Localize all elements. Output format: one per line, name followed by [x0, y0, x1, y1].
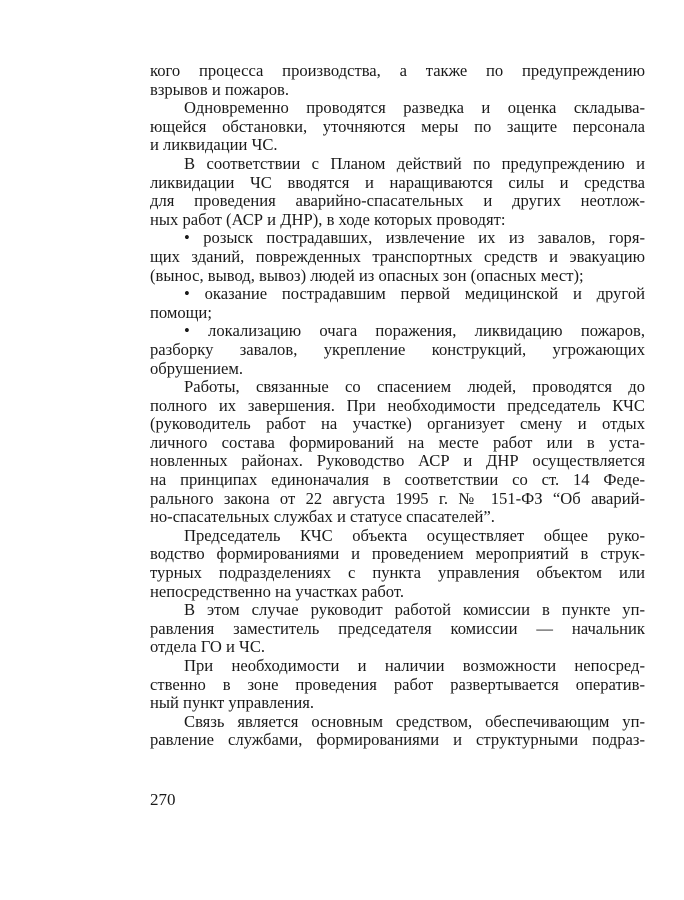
text-line: ликвидации ЧС вводятся и наращиваются силы и средства	[150, 172, 645, 192]
paragraph	[150, 713, 645, 750]
text-line: обрушением.	[150, 358, 244, 378]
text-line: помощи;	[150, 302, 212, 322]
text-line: отдела ГО и ЧС.	[150, 637, 266, 657]
text-line: Работы, связанные со спасением людей, проводятся до	[184, 377, 645, 397]
bullet-item	[150, 229, 645, 285]
text-line: турных подразделениях с пункта управления объектом или	[150, 563, 645, 583]
paragraph	[150, 99, 645, 155]
paragraph	[150, 378, 645, 527]
text-line: В этом случае руководит работой комиссии в пункте уп-	[184, 600, 645, 620]
text-line: но-спасательных службах и статусе спасателей”.	[150, 507, 495, 527]
text-line: новленных районах. Руководство АСР и ДНР осуществляется	[150, 451, 645, 471]
text-line: и ликвидации ЧС.	[150, 135, 278, 155]
paragraph	[150, 527, 645, 601]
bullet-item	[150, 285, 645, 322]
text-line: ственно в зоне проведения работ развертывается оператив-	[150, 674, 645, 694]
text-line: В соответствии с Планом действий по предупреждению и	[184, 153, 645, 173]
text-line: • локализацию очага поражения, ликвидацию пожаров,	[184, 321, 645, 341]
text-line: • оказание пострадавшим первой медицинской и другой	[184, 284, 645, 304]
text-line: взрывов и пожаров.	[150, 79, 290, 99]
text-line: Одновременно проводятся разведка и оценка складыва-	[184, 98, 645, 118]
paragraph	[150, 62, 645, 99]
text-line: (руководитель работ на участке) организует смену и отдых	[150, 414, 645, 434]
text-line: рального закона от 22 августа 1995 г. № 151-ФЗ “Об аварий-	[150, 488, 645, 508]
text-line: Председатель КЧС объекта осуществляет общее руко-	[184, 525, 645, 545]
text-line: щих зданий, поврежденных транспортных средств и эвакуацию	[150, 246, 645, 266]
text-line: При необходимости и наличии возможности непосред-	[184, 656, 645, 675]
text-line: непосредственно на участках работ.	[150, 581, 404, 601]
text-line: Связь является основным средством, обеспечивающим уп-	[184, 711, 645, 731]
text-line: ных работ (АСР и ДНР), в ходе которых проводят:	[150, 209, 506, 229]
text-line: полного их завершения. При необходимости председатель КЧС	[150, 395, 645, 415]
paragraph	[150, 657, 645, 713]
text-line: • розыск пострадавших, извлечение их из завалов, горя-	[184, 228, 645, 248]
text-line: водство формированиями и проведением мероприятий в струк-	[150, 544, 645, 564]
text-line: на принципах единоначалия в соответствии со ст. 14 Феде-	[150, 470, 645, 490]
paragraph	[150, 155, 645, 229]
bullet-item	[150, 322, 645, 378]
text-line: равления заместитель председателя комиссии — начальник	[150, 618, 645, 638]
body-text	[150, 62, 645, 750]
text-line: личного состава формирований на месте работ или в уста-	[150, 432, 645, 452]
text-line: ющейся обстановки, уточняются меры по защите персонала	[150, 116, 645, 136]
paragraph	[150, 601, 645, 657]
page-number: 270	[150, 790, 176, 809]
text-line: равление службами, формированиями и структурными подраз-	[150, 730, 645, 750]
text-line: кого процесса производства, а также по предупреждению	[150, 61, 645, 80]
text-line: для проведения аварийно-спасательных и других неотлож-	[150, 191, 645, 211]
text-line: ный пункт управления.	[150, 693, 315, 713]
text-line: разборку завалов, укрепление конструкций, угрожающих	[150, 339, 645, 359]
text-line: (вынос, вывод, вывоз) людей из опасных зон (опасных мест);	[150, 265, 584, 285]
